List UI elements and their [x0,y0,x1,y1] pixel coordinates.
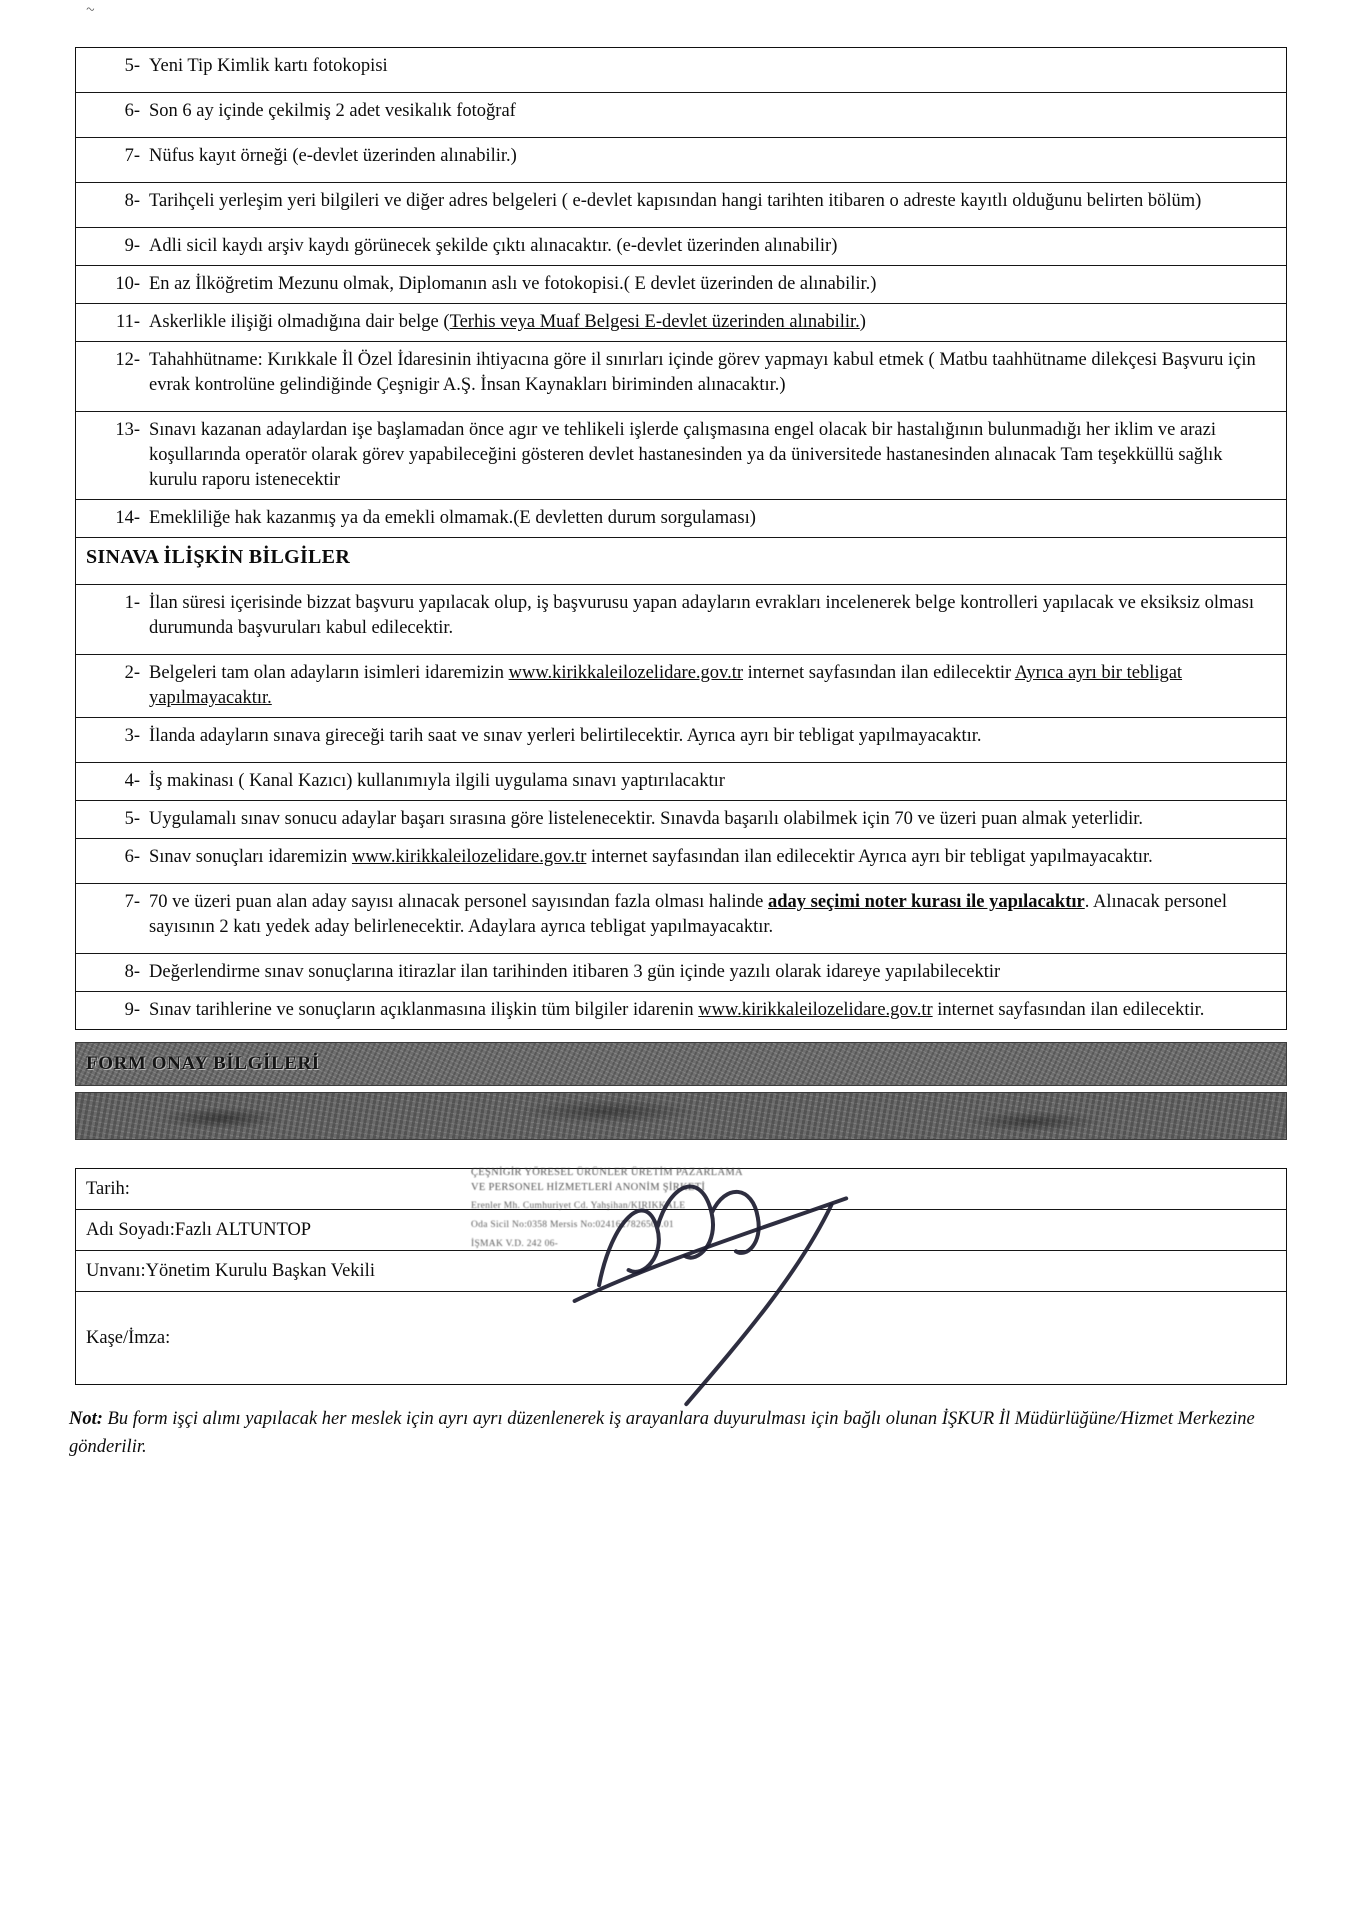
form-content [69,47,1287,1461]
item-text: Tarihçeli yerleşim yeri bilgileri ve diğer adres belgeleri ( e-devlet kapısından hangi tarihten itibaren o adreste kayıtlı olduğunu belirten bölüm) [149,191,1202,211]
item-text: 70 ve üzeri puan alan aday sayısı alınacak personel sayısından fazla olması halinde aday seçimi noter kurası ile yapılacaktır. Alınacak personel sayısının 2 katı yedek aday belirlenecektir. Adaylara ayrıca tebligat yapılmayacaktır. [149,892,1228,937]
footer-note-prefix: Not: [69,1409,103,1429]
field-label: Unvanı: [86,1260,146,1281]
document-item-row [76,265,1286,303]
item-number: 1- [124,593,140,613]
exam-item-row [76,762,1286,800]
exam-item-row [76,883,1286,946]
stamp-line: ÇEŞNİGİR YÖRESEL ÜRÜNLER ÜRETİM PAZARLAMA [471,1167,743,1178]
item-number: 7- [124,892,140,912]
item-text: En az İlköğretim Mezunu olmak, Diplomanın aslı ve fotokopisi.( E devlet üzerinden de alınabilir.) [149,274,877,294]
document-item-row [76,92,1286,130]
item-text: İlanda adayların sınava gireceği tarih saat ve sınav yerleri belirtilecektir. Ayrıca ayrı bir tebligat yapılmayacaktır. [149,726,982,746]
document-item-row [76,48,1286,85]
exam-item-row [76,800,1286,838]
document-item-row [76,137,1286,175]
document-item-row [76,303,1286,341]
exam-item-row [76,838,1286,876]
item-number: 13- [115,420,140,440]
exam-item-row [76,953,1286,991]
item-text: İlan süresi içerisinde bizzat başvuru yapılacak olup, iş başvurusu yapan adayların evrakları incelenerek belge kontrolleri yapılacak ve eksiksiz olması durumunda başvuruları kabul edilecektir. [149,593,1254,638]
stamp-line: VE PERSONEL HİZMETLERİ ANONİM ŞİRKETİ [471,1182,706,1193]
item-text: Sınav tarihlerine ve sonuçların açıklanmasına ilişkin tüm bilgiler idarenin www.kirikkaleilozelidare.gov.tr internet sayfasından ilan edilecektir. [149,1000,1205,1020]
exam-item-row [76,717,1286,755]
field-value: Yönetim Kurulu Başkan Vekili [145,1260,375,1281]
stamp-line: İŞMAK V.D. 242 06- [471,1239,559,1249]
item-number: 8- [124,191,140,211]
item-number: 6- [124,101,140,121]
item-text: Sınav sonuçları idaremizin www.kirikkaleilozelidare.gov.tr internet sayfasından ilan edilecektir Ayrıca ayrı bir tebligat yapılmayacaktır. [149,847,1153,867]
approval-section-header [75,1042,1287,1086]
stamp-line: Erenler Mh. Cumhuriyet Cd. Yahşihan/KIRIKKALE [471,1201,686,1211]
item-number: 5- [124,809,140,829]
document-item-row [76,227,1286,265]
item-number: 4- [124,771,140,791]
item-text: Yeni Tip Kimlik kartı fotokopisi [149,56,388,76]
item-text: Belgeleri tam olan adayların isimleri idaremizin www.kirikkaleilozelidare.gov.tr internet sayfasından ilan edilecektir Ayrıca ayrı bir tebligat yapılmayacaktır. [149,663,1183,708]
item-number: 5- [124,56,140,76]
document-item-row [76,182,1286,220]
item-number: 14- [115,508,140,528]
stamp-line: Oda Sicil No:0358 Mersis No:0241627826500.01 [471,1220,674,1230]
document-item-row [76,499,1286,537]
field-value: Fazlı ALTUNTOP [174,1219,312,1240]
document-item-row [76,341,1286,404]
item-text: Değerlendirme sınav sonuçlarına itirazlar ilan tarihinden itibaren 3 gün içinde yazılı olarak idareye yapılabilecektir [149,962,1001,982]
item-number: 6- [124,847,140,867]
approval-fields-table [75,1168,1287,1385]
document-item-row [76,411,1286,499]
exam-section-title: SINAVA İLİŞKİN BİLGİLER [76,537,1286,577]
item-number: 9- [124,1000,140,1020]
item-text: Uygulamalı sınav sonucu adaylar başarı sırasına göre listelenecektir. Sınavda başarılı olabilmek için 70 ve üzeri puan almak yeterlidir. [149,809,1144,829]
item-text: Askerlikle ilişiği olmadığına dair belge (Terhis veya Muaf Belgesi E-devlet üzerinden alınabilir.) [149,312,866,332]
item-number: 9- [124,236,140,256]
exam-item-row [76,654,1286,717]
approval-header-band [75,1092,1287,1140]
exam-item-row [76,584,1286,647]
item-number: 12- [115,350,140,370]
requirements-table [75,47,1287,1030]
field-label: Tarih: [86,1178,130,1199]
item-number: 3- [124,726,140,746]
item-number: 11- [116,312,140,332]
item-number: 2- [124,663,140,683]
item-text: Tahahhütname: Kırıkkale İl Özel İdaresinin ihtiyacına göre il sınırları içinde görev yapmayı kabul etmek ( Matbu taahhütname dilekçesi Başvuru için evrak kontrolüne gelindiğinde Çeşnigir A.Ş. İnsan Kaynakları biriminden alınacaktır.) [149,350,1256,395]
item-text: Emekliliğe hak kazanmış ya da emekli olmamak.(E devletten durum sorgulaması) [149,508,756,528]
footer-note-text: Bu form işçi alımı yapılacak her meslek için ayrı ayrı düzenlenerek iş arayanlara duyurulması için bağlı olunan İŞKUR İl Müdürlüğüne/Hizmet Merkezine gönderilir. [69,1409,1255,1457]
item-number: 10- [115,274,140,294]
field-label: Kaşe/İmza: [86,1327,171,1348]
item-number: 8- [124,962,140,982]
handwritten-signature [539,1135,894,1427]
item-text: Nüfus kayıt örneği (e-devlet üzerinden alınabilir.) [149,146,517,166]
item-text: Adli sicil kaydı arşiv kaydı görünecek şekilde çıktı alınacaktır. (e-devlet üzerinden alınabilir) [149,236,838,256]
item-text: İş makinası ( Kanal Kazıcı) kullanımıyla ilgili uygulama sınavı yaptırılacaktır [149,771,725,791]
item-number: 7- [124,146,140,166]
scan-artifact: ~ [84,1,96,19]
item-text: Sınavı kazanan adaylardan işe başlamadan önce agır ve tehlikeli işlerde çalışmasına engel olacak bir hastalığının bulunmadığı her iklim ve arazi koşullarında operatör olarak görev yapabileceğini gösteren devlet hastanesinden ya da üniversitede hastanesinden alınacak Tam teşekküllü sağlık kurulu raporu istenecektir [149,420,1223,490]
item-text: Son 6 ay içinde çekilmiş 2 adet vesikalık fotoğraf [149,101,516,121]
approval-section-title: FORM ONAY BİLGİLERİ [86,1053,320,1074]
exam-item-row [76,991,1286,1029]
field-label: Adı Soyadı: [86,1219,175,1240]
